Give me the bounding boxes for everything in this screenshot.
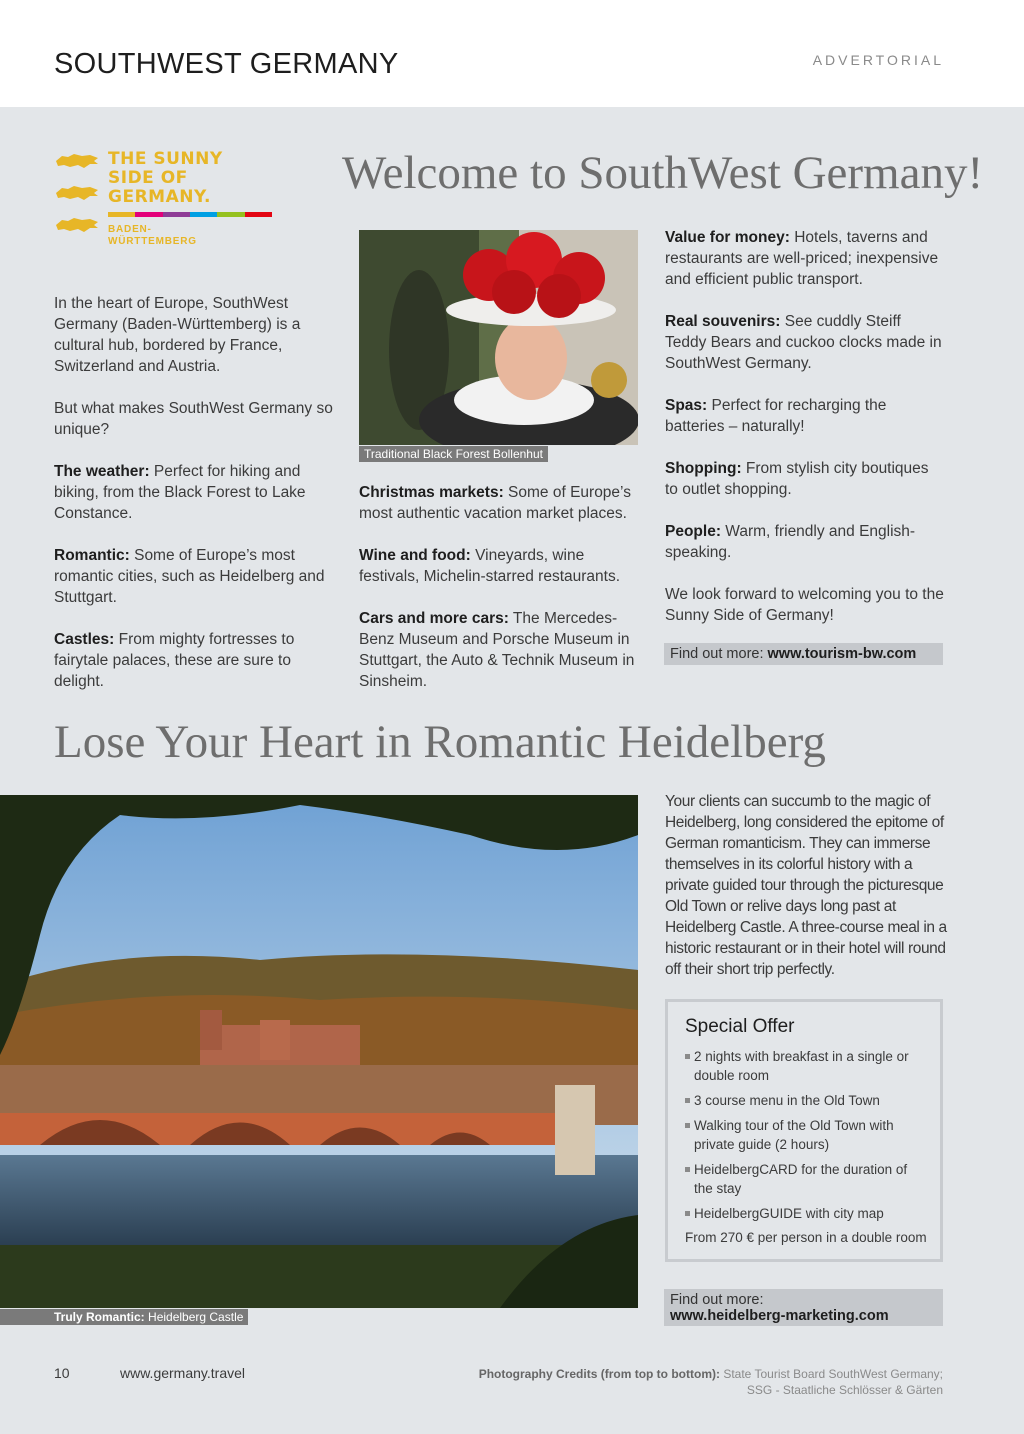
heidelberg-description: Your clients can succumb to the magic of Heidelberg, long considered the epitome of German romanticism. They can immerse themselves in its colorful history with a private guided tour through the picturesque Old Town or relive days long past at Heidelberg Castle. A three-course meal in a historic restaurant or in their hotel will round off their short trip perfectly. bbox=[665, 793, 947, 978]
feature-people: People: Warm, friendly and English-speaking. bbox=[665, 523, 916, 561]
feature-romantic: Romantic: Some of Europe’s most romantic cities, such as Heidelberg and Stuttgart. bbox=[54, 547, 325, 606]
right-column bbox=[665, 227, 945, 647]
region-title: SOUTHWEST GERMANY bbox=[54, 48, 399, 80]
closing-paragraph: We look forward to welcoming you to the Sunny Side of Germany! bbox=[665, 586, 944, 624]
logo-color-bar bbox=[108, 212, 272, 217]
feature-souvenirs: Real souvenirs: See cuddly Steiff Teddy Bears and cuckoo clocks made in SouthWest Germany. bbox=[665, 313, 942, 372]
feature-wine: Wine and food: Vineyards, wine festivals, Michelin-starred restaurants. bbox=[359, 547, 621, 585]
list-item: 2 nights with breakfast in a single or double room bbox=[685, 1047, 925, 1085]
feature-shopping: Shopping: From stylish city boutiques to outlet shopping. bbox=[665, 460, 929, 498]
footer-website: www.germany.travel bbox=[120, 1365, 246, 1381]
advertorial-label: ADVERTORIAL bbox=[812, 52, 944, 68]
offer-title: Special Offer bbox=[685, 1016, 795, 1037]
special-offer-box bbox=[665, 999, 943, 1262]
middle-column bbox=[359, 482, 644, 713]
heidelberg-caption: Truly Romantic: Heidelberg Castle bbox=[0, 1309, 248, 1325]
logo-wordmark: THE SUNNY SIDE OF GERMANY. bbox=[108, 149, 223, 207]
bollenhut-caption: Traditional Black Forest Bollenhut bbox=[359, 446, 548, 462]
section-title-heidelberg: Lose Your Heart in Romantic Heidelberg bbox=[54, 716, 826, 768]
list-item: HeidelbergGUIDE with city map bbox=[685, 1204, 925, 1223]
feature-cars: Cars and more cars: The Mercedes-Benz Museum and Porsche Museum in Stuttgart, the Auto & Technik Museum in Sinsheim. bbox=[359, 610, 635, 690]
intro-column bbox=[54, 293, 339, 713]
tourism-link[interactable]: www.tourism-bw.com bbox=[767, 646, 917, 662]
offer-list bbox=[685, 1047, 925, 1229]
feature-spas: Spas: Perfect for recharging the batteries – naturally! bbox=[665, 397, 887, 435]
feature-christmas: Christmas markets: Some of Europe’s most authentic vacation market places. bbox=[359, 484, 631, 522]
lions-emblem-icon bbox=[54, 152, 104, 248]
photo-credits: Photography Credits (from top to bottom): State Tourist Board SouthWest Germany; SSG - Staatliche Schlösser & Gärten bbox=[478, 1367, 943, 1397]
feature-castles: Castles: From mighty fortresses to fairytale palaces, these are sure to delight. bbox=[54, 631, 295, 690]
sunny-side-logo bbox=[54, 148, 244, 258]
section-title-welcome: Welcome to SouthWest Germany! bbox=[342, 147, 984, 199]
feature-value: Value for money: Hotels, taverns and restaurants are well-priced; inexpensive and efficient public transport. bbox=[665, 229, 939, 288]
page-header bbox=[0, 0, 1024, 107]
list-item: Walking tour of the Old Town with private guide (2 hours) bbox=[685, 1116, 925, 1154]
feature-weather: The weather: Perfect for hiking and biking, from the Black Forest to Lake Constance. bbox=[54, 463, 306, 522]
offer-price: From 270 € per person in a double room bbox=[685, 1230, 927, 1245]
find-out-more-tourism[interactable]: Find out more: www.tourism-bw.com bbox=[664, 643, 943, 665]
heidelberg-photo bbox=[0, 795, 638, 1308]
intro-paragraph: In the heart of Europe, SouthWest Germany (Baden-Württemberg) is a cultural hub, bordered by France, Switzerland and Austria. bbox=[54, 295, 301, 375]
page-number: 10 bbox=[54, 1365, 70, 1381]
heidelberg-link[interactable]: www.heidelberg-marketing.com bbox=[670, 1308, 889, 1324]
list-item: HeidelbergCARD for the duration of the stay bbox=[685, 1160, 925, 1198]
bollenhut-photo bbox=[359, 230, 638, 445]
question-paragraph: But what makes SouthWest Germany so unique? bbox=[54, 400, 333, 438]
list-item: 3 course menu in the Old Town bbox=[685, 1091, 925, 1110]
logo-subtitle: BADEN- WÜRTTEMBERG bbox=[108, 224, 197, 247]
find-out-more-heidelberg[interactable]: Find out more: www.heidelberg-marketing.com bbox=[664, 1289, 943, 1326]
